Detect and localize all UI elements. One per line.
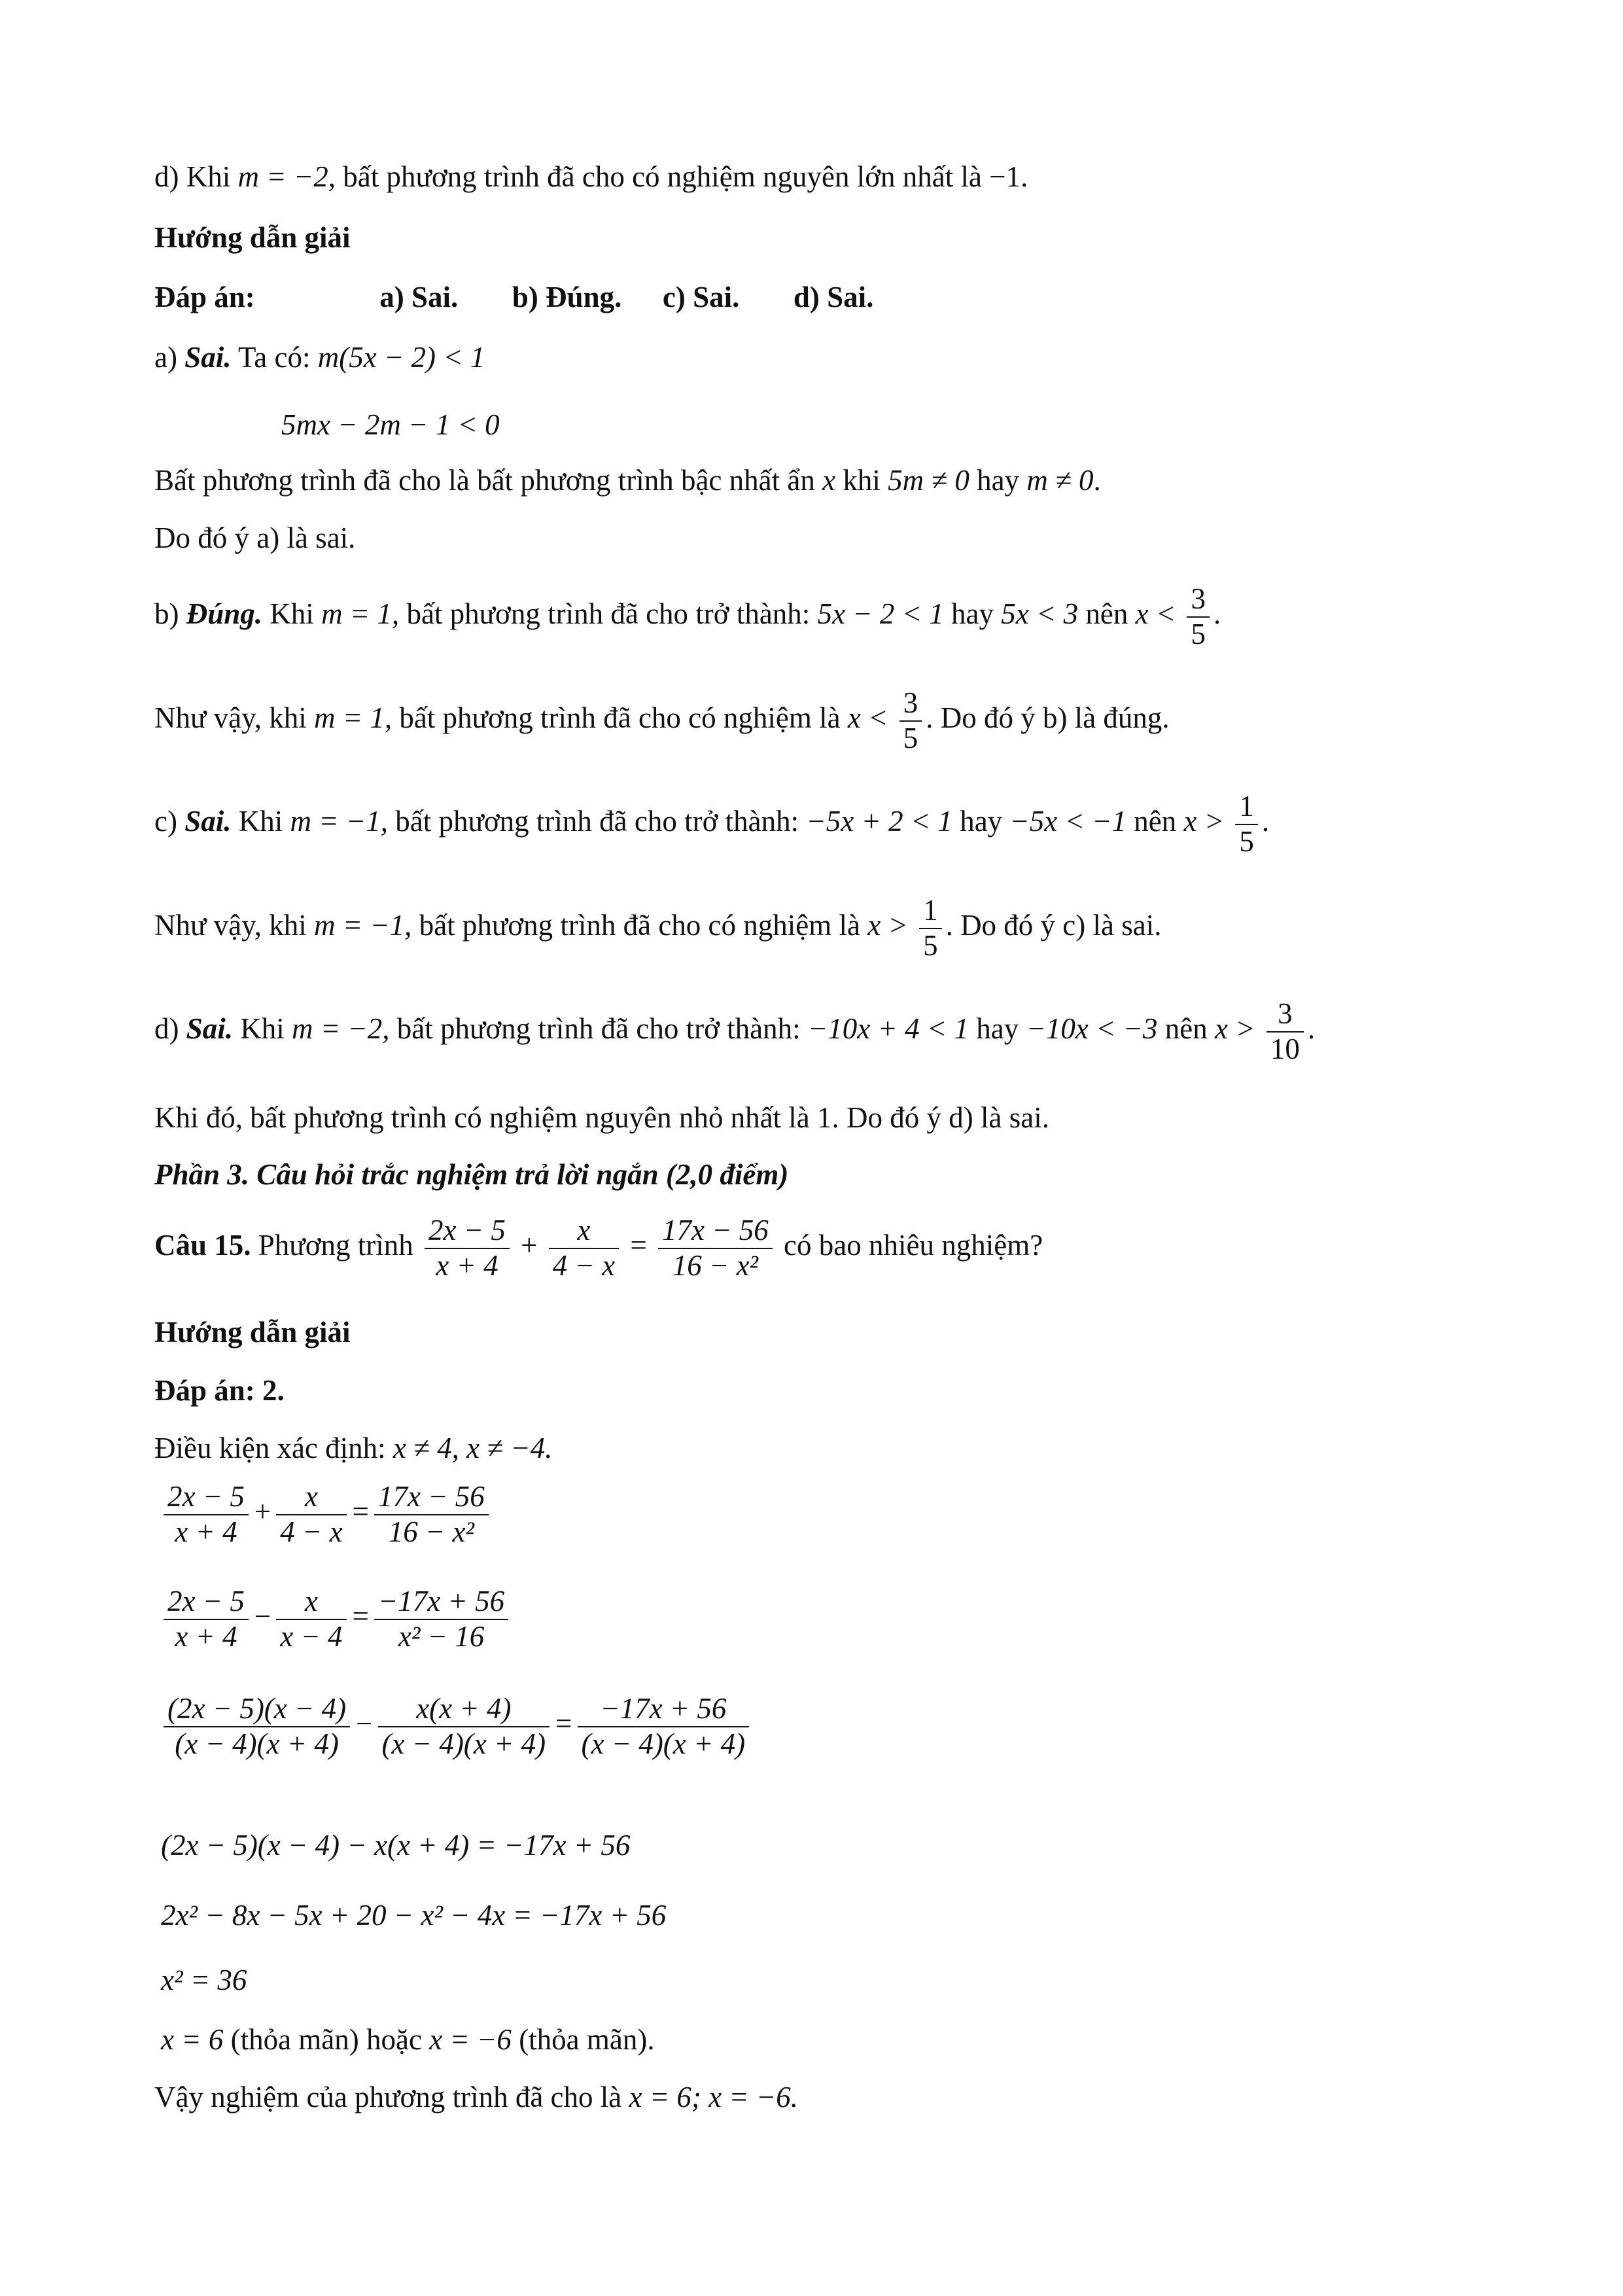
part-d-t2: bất phương trình đã cho trở thành: [396,1012,801,1046]
part-b-t2: bất phương trình đã cho trở thành: [406,597,811,631]
part3-heading: Phần 3. Câu hỏi trắc nghiệm trả lời ngắn (2,0 điểm) [154,1158,789,1191]
fraction-denominator: 16 − x² [672,1248,759,1282]
step3-fraction-2 [378,1692,550,1761]
part-b-m3: 5x < 3 [1001,597,1079,631]
part-c-l2-t1: Như vậy, khi [154,909,307,942]
question-15-label: Câu 15. [154,1229,251,1262]
part-b-line1 [154,582,1221,652]
step-1 [160,1480,493,1549]
part-d-t3: hay [976,1012,1019,1046]
part-b-l2-m1: m = 1, [313,701,393,735]
q15-plus: + [521,1229,538,1262]
conclusion-math: x = 6; x = −6. [629,2081,799,2113]
part-b-t3: hay [951,597,994,631]
fraction-numerator: 1 [1235,790,1258,825]
fraction-denominator: x + 4 [175,1515,237,1548]
part-b-verdict: Đúng. [186,597,263,631]
part-c-l2-m1: m = −1, [313,909,412,942]
part-a-line2: 5mx − 2m − 1 < 0 [281,408,500,441]
step7-t1: (thỏa mãn) hoặc [230,2023,422,2056]
fraction-denominator: (x − 4)(x + 4) [581,1727,746,1760]
part-b-prefix: b) [154,597,179,631]
part-a-line3 [154,466,1101,495]
step1-eq: = [350,1495,370,1528]
fraction-numerator: 17x − 56 [374,1480,489,1515]
part-c-l2-m2: x > [867,909,908,942]
part-a-verdict: Sai. [184,341,232,374]
fraction-denominator: x + 4 [436,1248,498,1282]
part-b-t1: Khi [270,597,314,631]
fraction-denominator: x − 4 [280,1619,343,1653]
q15-fraction-3 [658,1214,773,1283]
statement-d-math1: m = −2, [237,160,336,193]
part-a-line3-text3: hay [977,464,1020,497]
part-a-prefix: a) [154,341,177,374]
fraction-denominator: 10 [1270,1032,1300,1065]
fraction-numerator: 2x − 5 [425,1214,510,1249]
fraction-denominator: 5 [1239,824,1254,858]
step7-t2: (thỏa mãn). [519,2023,655,2056]
answer-b: b) Đúng. [512,281,622,313]
part-c-verdict: Sai. [184,805,232,838]
statement-d-math2: −1 [989,160,1021,193]
answer-2: Đáp án: 2. [154,1374,285,1407]
part-a-line3-m2: m ≠ 0 [1026,464,1094,497]
part-a-line3-text2: khi [843,464,881,497]
fraction-numerator: 3 [1187,582,1210,618]
part-d-t4: nên [1164,1012,1208,1046]
statement-d [154,162,1028,192]
part-d-m3: −10x < −3 [1026,1012,1158,1046]
condition-line [154,1434,552,1463]
part-b-line2 [154,686,1170,756]
part-d-line2: Khi đó, bất phương trình có nghiệm nguyên nhỏ nhất là 1. Do đó ý d) là sai. [154,1101,1049,1134]
part-b-l2-t2: bất phương trình đã cho có nghiệm là [399,701,841,735]
guide-heading-2: Hướng dẫn giải [154,1316,351,1349]
part-b-l2-end: . Do đó ý b) là đúng. [926,701,1170,735]
answer-c: c) Sai. [662,281,740,313]
fraction-numerator: 17x − 56 [658,1214,773,1249]
step1-fraction-2 [276,1480,346,1549]
fraction-denominator: 5 [923,928,938,962]
step3-eq: = [553,1707,574,1740]
step2-fraction-1 [164,1585,249,1654]
q15-fraction-1 [425,1214,510,1283]
fraction-numerator: 2x − 5 [164,1480,249,1515]
step1-op: + [252,1495,273,1528]
step-6: x² = 36 [161,1964,247,1996]
part-a-line4: Do đó ý a) là sai. [154,521,356,554]
fraction-numerator: 1 [919,894,942,929]
part-c-t1: Khi [238,805,283,838]
step7-m2: x = −6 [429,2023,512,2056]
part-d-end: . [1307,1012,1316,1046]
part-d-fraction [1266,997,1304,1067]
conclusion [154,2083,798,2112]
statement-d-end: . [1021,160,1028,193]
part-d-m2: −10x + 4 < 1 [807,1012,969,1046]
part-c-m1: m = −1, [290,805,388,838]
fraction-numerator: −17x + 56 [578,1692,750,1727]
part-b-fraction [1187,582,1210,652]
part-b-l2-fraction [899,686,922,756]
answer-d: d) Sai. [793,281,874,313]
fraction-numerator: x [276,1585,346,1620]
part-a-line3-text1: Bất phương trình đã cho là bất phương trình bậc nhất ẩn [154,464,815,497]
part-d-prefix: d) [154,1012,179,1046]
step2-fraction-2 [276,1585,346,1654]
fraction-numerator: x(x + 4) [378,1692,550,1727]
question-15-tail: có bao nhiêu nghiệm? [784,1229,1043,1262]
fraction-denominator: 5 [1191,617,1206,650]
fraction-denominator: (x − 4)(x + 4) [175,1727,339,1760]
fraction-numerator: 3 [1266,997,1304,1033]
part-c-t3: hay [960,805,1003,838]
part-a-text: Ta có: [237,341,311,374]
part-c-t2: bất phương trình đã cho trở thành: [395,805,799,838]
part-c-end: . [1261,805,1270,838]
part-a-line3-x: x [822,464,836,497]
fraction-denominator: 4 − x [552,1248,616,1282]
step2-fraction-3 [374,1585,508,1654]
fraction-denominator: 5 [903,721,918,754]
part-b-l2-m2: x < [847,701,888,735]
step-7 [161,2025,655,2055]
part-c-m4: x > [1183,805,1225,838]
step7-m1: x = 6 [161,2023,224,2056]
part-d-line1 [154,997,1315,1067]
part-c-line1 [154,790,1269,859]
part-b-m4: x < [1135,597,1176,631]
part-c-l2-end: . Do đó ý c) là sai. [945,909,1162,942]
guide-heading-1: Hướng dẫn giải [154,221,351,254]
condition-text: Điều kiện xác định: [154,1432,386,1464]
part-c-l2-t2: bất phương trình đã cho có nghiệm là [419,909,860,942]
part-c-m3: −5x < −1 [1009,805,1126,838]
step-2 [160,1585,512,1654]
part-a-math: m(5x − 2) < 1 [317,341,485,374]
part-d-m1: m = −2, [292,1012,390,1046]
part-c-t4: nên [1134,805,1177,838]
part-c-l2-fraction [919,894,942,963]
statement-d-prefix: d) Khi [154,160,231,193]
step3-op: − [354,1707,374,1740]
answer-a: a) Sai. [379,281,459,313]
q15-eq: = [630,1229,647,1262]
step1-fraction-1 [164,1480,249,1549]
step-5: 2x² − 8x − 5x + 20 − x² − 4x = −17x + 56 [161,1899,667,1932]
fraction-numerator: −17x + 56 [374,1585,508,1620]
fraction-numerator: 2x − 5 [164,1585,249,1620]
part-b-m2: 5x − 2 < 1 [817,597,944,631]
fraction-denominator: (x − 4)(x + 4) [381,1727,546,1760]
answers-line-1 [154,283,873,312]
part-b-end: . [1213,597,1221,631]
part-a-line3-m1: 5m ≠ 0 [888,464,969,497]
part-c-m2: −5x + 2 < 1 [806,805,952,838]
step3-fraction-3 [578,1692,750,1761]
step2-op: − [252,1600,273,1633]
part-d-verdict: Sai. [186,1012,234,1046]
question-15 [154,1214,1043,1283]
fraction-numerator: x [276,1480,346,1515]
fraction-numerator: (2x − 5)(x − 4) [164,1692,350,1727]
part-d-m4: x > [1215,1012,1255,1046]
part-c-prefix: c) [154,805,177,838]
q15-fraction-2 [549,1214,619,1283]
part-c-line2 [154,894,1161,963]
statement-d-text: bất phương trình đã cho có nghiệm nguyên lớn nhất là [343,160,983,193]
part-b-l2-t1: Như vậy, khi [154,701,307,735]
part-a-line1 [154,343,485,372]
step3-fraction-1 [164,1692,350,1761]
part-c-fraction [1235,790,1258,859]
condition-math: x ≠ 4, x ≠ −4. [393,1432,553,1464]
fraction-numerator: 3 [899,686,922,722]
fraction-denominator: x² − 16 [398,1619,485,1653]
fraction-denominator: x + 4 [175,1619,237,1653]
fraction-denominator: 4 − x [280,1515,343,1548]
part-b-t4: nên [1085,597,1128,631]
part-a-line3-end: . [1093,464,1101,497]
answers-label: Đáp án: [154,281,255,313]
part-d-t1: Khi [240,1012,285,1046]
step2-eq: = [350,1600,370,1633]
fraction-denominator: 16 − x² [388,1515,475,1548]
step-4: (2x − 5)(x − 4) − x(x + 4) = −17x + 56 [161,1829,631,1862]
step1-fraction-3 [374,1480,489,1549]
fraction-numerator: x [549,1214,619,1249]
step-3 [160,1692,753,1761]
question-15-text: Phương trình [258,1229,413,1262]
part-b-m1: m = 1, [321,597,400,631]
conclusion-text: Vậy nghiệm của phương trình đã cho là [154,2081,622,2113]
